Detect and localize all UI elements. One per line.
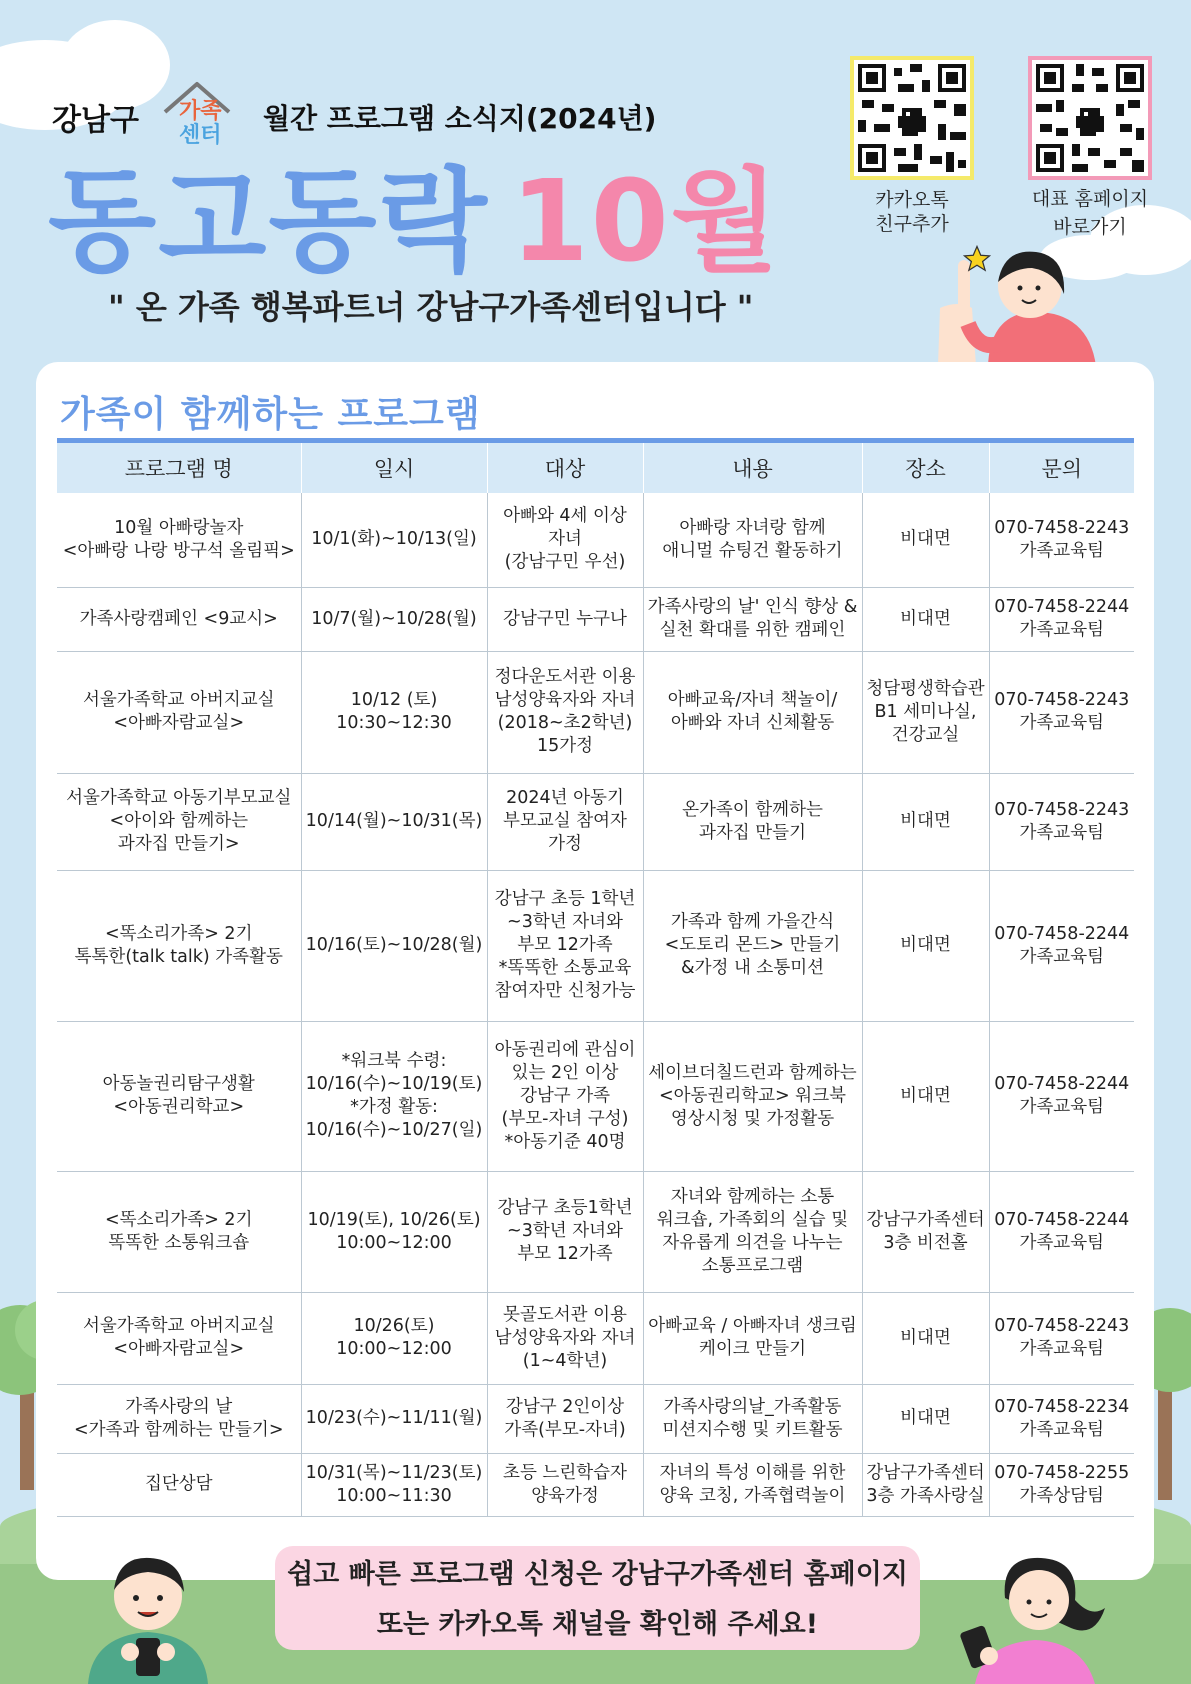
program-content: 아빠교육 / 아빠자녀 생크림 케이크 만들기 — [643, 1292, 862, 1384]
program-contact: 070-7458-2243 가족교육팀 — [989, 1292, 1134, 1384]
program-contact: 070-7458-2243 가족교육팀 — [989, 493, 1134, 587]
program-date: 10/19(토), 10/26(토) 10:00~12:00 — [301, 1171, 487, 1292]
program-target: 못골도서관 이용 남성양육자와 자녀 (1~4학년) — [487, 1292, 643, 1384]
program-name: 서울가족학교 아버지교실 <아빠자람교실> — [57, 651, 301, 773]
program-contact: 070-7458-2234 가족교육팀 — [989, 1384, 1134, 1453]
table-row — [57, 773, 1134, 870]
program-content: 가족과 함께 가을간식 <도토리 몬드> 만들기 &가정 내 소통미션 — [643, 870, 862, 1021]
program-name: <똑소리가족> 2기 똑똑한 소통워크숍 — [57, 1171, 301, 1292]
program-name: 서울가족학교 아버지교실 <아빠자람교실> — [57, 1292, 301, 1384]
newsletter-title: 월간 프로그램 소식지(2024년) — [262, 102, 657, 135]
table-row — [57, 1384, 1134, 1453]
program-contact: 070-7458-2244 가족교육팀 — [989, 587, 1134, 651]
program-target: 정다운도서관 이용 남성양육자와 자녀 (2018~초2학년) 15가정 — [487, 651, 643, 773]
column-header-program: 프로그램 명 — [57, 443, 301, 493]
program-content: 아빠교육/자녀 책놀이/ 아빠와 자녀 신체활동 — [643, 651, 862, 773]
program-date: 10/12 (토) 10:30~12:30 — [301, 651, 487, 773]
program-content: 세이브더칠드런과 함께하는 <아동권리학교> 워크북 영상시청 및 가정활동 — [643, 1021, 862, 1171]
program-date: 10/1(화)~10/13(일) — [301, 493, 487, 587]
girl-phone-illustration — [955, 1548, 1115, 1684]
program-content: 자녀와 함께하는 소통 워크숍, 가족회의 실습 및 자유롭게 의견을 나누는 소통프로그램 — [643, 1171, 862, 1292]
program-target: 2024년 아동기 부모교실 참여자 가정 — [487, 773, 643, 870]
column-header-content: 내용 — [643, 443, 862, 493]
section-title: 가족이 함께하는 프로그램 — [60, 394, 481, 435]
homepage-qr-label: 대표 홈페이지 바로가기 — [1031, 188, 1149, 238]
page-title — [48, 132, 781, 293]
table-header-row — [57, 443, 1134, 493]
program-date: 10/7(월)~10/28(월) — [301, 587, 487, 651]
slogan: " 온 가족 행복파트너 강남구가족센터입니다 " — [108, 288, 754, 326]
program-place: 비대면 — [862, 870, 989, 1021]
program-name: 서울가족학교 아동기부모교실 <아이와 함께하는 과자집 만들기> — [57, 773, 301, 870]
page-title-month: 10월 — [510, 157, 781, 287]
qr-code-icon — [854, 60, 970, 176]
table-row — [57, 1292, 1134, 1384]
program-target: 강남구민 누구나 — [487, 587, 643, 651]
kakao-qr-label: 카카오톡 친구추가 — [875, 189, 949, 235]
application-banner — [275, 1546, 920, 1650]
program-name: 가족사랑의 날 <가족과 함께하는 만들기> — [57, 1384, 301, 1453]
table-row — [57, 1453, 1134, 1516]
program-place: 비대면 — [862, 773, 989, 870]
program-place: 비대면 — [862, 587, 989, 651]
program-date: 10/16(토)~10/28(월) — [301, 870, 487, 1021]
program-target: 아빠와 4세 이상 자녀 (강남구민 우선) — [487, 493, 643, 587]
program-name: 집단상담 — [57, 1453, 301, 1516]
boy-phone-illustration — [78, 1540, 218, 1684]
program-name: 아동놀권리탐구생활 <아동권리학교> — [57, 1021, 301, 1171]
column-header-contact: 문의 — [989, 443, 1134, 493]
program-contact: 070-7458-2244 가족교육팀 — [989, 1171, 1134, 1292]
program-content: 자녀의 특성 이해를 위한 양육 코칭, 가족협력놀이 — [643, 1453, 862, 1516]
program-target: 초등 느린학습자 양육가정 — [487, 1453, 643, 1516]
table-row — [57, 493, 1134, 587]
star-icon — [962, 244, 992, 274]
column-header-date: 일시 — [301, 443, 487, 493]
program-name: <똑소리가족> 2기 톡톡한(talk talk) 가족활동 — [57, 870, 301, 1021]
program-content: 가족사랑의 날' 인식 향상 & 실천 확대를 위한 캠페인 — [643, 587, 862, 651]
column-header-place: 장소 — [862, 443, 989, 493]
program-name: 가족사랑캠페인 <9교시> — [57, 587, 301, 651]
program-date: 10/31(목)~11/23(토) 10:00~11:30 — [301, 1453, 487, 1516]
program-target: 강남구 초등 1학년 ~3학년 자녀와 부모 12가족 *똑똑한 소통교육 참여자만 신청가능 — [487, 870, 643, 1021]
program-table — [57, 443, 1134, 1517]
homepage-qr-code[interactable] — [1028, 56, 1152, 180]
table-row — [57, 651, 1134, 773]
program-place: 강남구가족센터 3층 비전홀 — [862, 1171, 989, 1292]
program-target: 강남구 2인이상 가족(부모-자녀) — [487, 1384, 643, 1453]
program-name: 10월 아빠랑놀자 <아빠랑 나랑 방구석 올림픽> — [57, 493, 301, 587]
banner-line-2: 또는 카카오톡 채널을 확인해 주세요! — [376, 1609, 819, 1640]
logo-text: 가족 센터 — [178, 99, 222, 148]
program-place: 비대면 — [862, 1384, 989, 1453]
table-row — [57, 870, 1134, 1021]
girl-pointing-illustration — [918, 238, 1108, 366]
program-target: 아동권리에 관심이 있는 2인 이상 강남구 가족 (부모-자녀 구성) *아동기준 40명 — [487, 1021, 643, 1171]
table-row — [57, 587, 1134, 651]
program-date: 10/14(월)~10/31(목) — [301, 773, 487, 870]
district-name: 강남구 — [52, 103, 139, 138]
program-date: 10/26(토) 10:00~12:00 — [301, 1292, 487, 1384]
program-contact: 070-7458-2255 가족상담팀 — [989, 1453, 1134, 1516]
program-target: 강남구 초등1학년 ~3학년 자녀와 부모 12가족 — [487, 1171, 643, 1292]
kakao-qr-code[interactable] — [850, 56, 974, 180]
program-contact: 070-7458-2243 가족교육팀 — [989, 773, 1134, 870]
table-row — [57, 1021, 1134, 1171]
program-contact: 070-7458-2244 가족교육팀 — [989, 870, 1134, 1021]
program-place: 비대면 — [862, 493, 989, 587]
program-place: 강남구가족센터 3층 가족사랑실 — [862, 1453, 989, 1516]
program-content: 온가족이 함께하는 과자집 만들기 — [643, 773, 862, 870]
program-content: 가족사랑의날_가족활동 미션지수행 및 키트활동 — [643, 1384, 862, 1453]
program-content: 아빠랑 자녀랑 함께 애니멀 슈팅건 활동하기 — [643, 493, 862, 587]
page-title-main: 동고동락 — [48, 157, 489, 287]
program-date: *워크북 수령: 10/16(수)~10/19(토) *가정 활동: 10/16(수)~10/27(일) — [301, 1021, 487, 1171]
program-date: 10/23(수)~11/11(월) — [301, 1384, 487, 1453]
program-contact: 070-7458-2243 가족교육팀 — [989, 651, 1134, 773]
program-place: 비대면 — [862, 1021, 989, 1171]
program-place: 청담평생학습관 B1 세미나실, 건강교실 — [862, 651, 989, 773]
table-row — [57, 1171, 1134, 1292]
program-place: 비대면 — [862, 1292, 989, 1384]
qr-code-icon — [1032, 60, 1148, 176]
column-header-target: 대상 — [487, 443, 643, 493]
program-contact: 070-7458-2244 가족교육팀 — [989, 1021, 1134, 1171]
banner-line-1: 쉽고 빠른 프로그램 신청은 강남구가족센터 홈페이지 — [287, 1559, 908, 1590]
